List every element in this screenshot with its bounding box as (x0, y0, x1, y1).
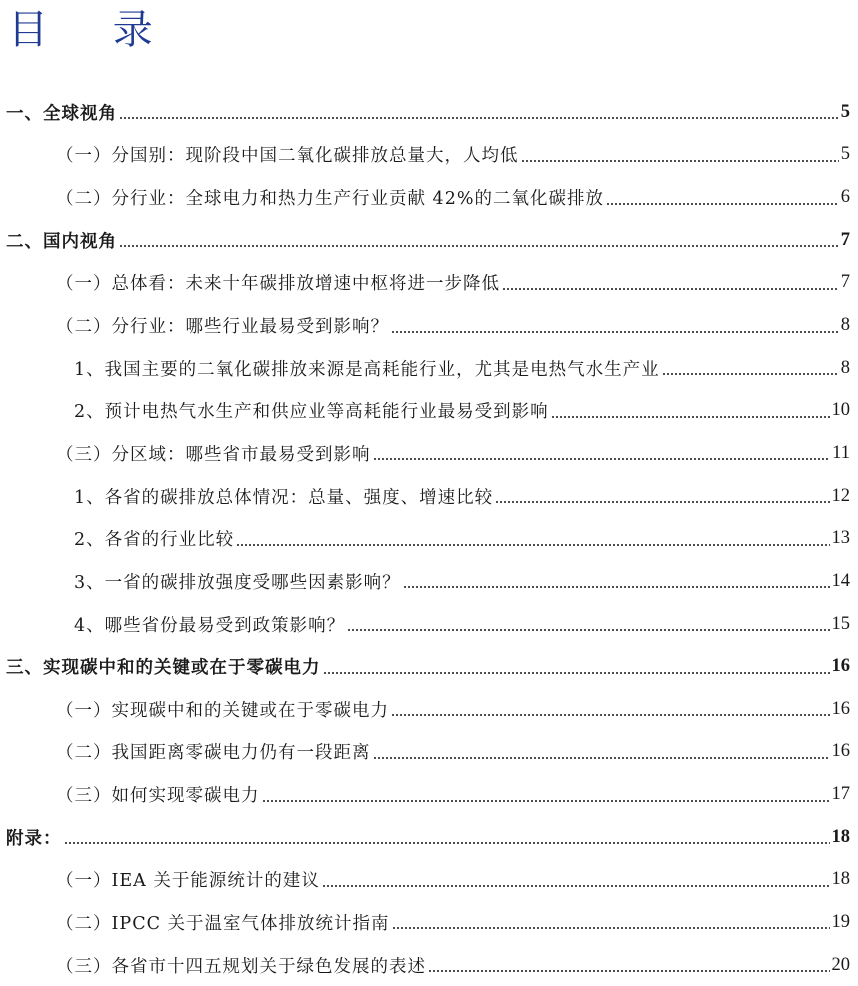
dot-leader (373, 454, 831, 464)
toc-page-number: 14 (831, 570, 850, 591)
toc-entry-label: 附录： (6, 828, 62, 849)
dot-leader (236, 540, 829, 550)
dot-leader (323, 668, 830, 678)
toc-entry-label: （一）IEA 关于能源统计的建议 (56, 871, 320, 892)
toc-entry-label: 1、各省的碳排放总体情况：总量、强度、增速比较 (74, 487, 494, 508)
dot-leader (391, 327, 839, 337)
toc-page-number: 19 (831, 911, 850, 932)
dot-leader (391, 710, 830, 720)
dot-leader (119, 241, 839, 251)
toc-entry-label: （二）分行业：哪些行业最易受到影响？ (56, 317, 389, 338)
toc-page-number: 16 (831, 741, 850, 762)
toc-entry-appendix-2[interactable] (0, 901, 858, 944)
dot-leader (606, 199, 839, 209)
toc-page-number: 12 (831, 485, 850, 506)
toc-entry-2-2-1[interactable] (0, 347, 858, 390)
dot-leader (392, 923, 830, 933)
toc-entry-label: （一）分国别：现阶段中国二氧化碳排放总量大，人均低 (56, 146, 519, 167)
toc-entry-label: （一）总体看：未来十年碳排放增速中枢将进一步降低 (56, 274, 500, 295)
toc-entry-2-3-2[interactable] (0, 517, 858, 560)
toc-entry-label: （二）我国距离零碳电力仍有一段距离 (56, 743, 371, 764)
toc-entry-label: 3、一省的碳排放强度受哪些因素影响？ (74, 572, 401, 593)
dot-leader (119, 113, 839, 123)
toc-entry-label: 4、哪些省份最易受到政策影响？ (74, 615, 346, 636)
toc-entry-label: （三）如何实现零碳电力 (56, 786, 260, 807)
toc-page-number: 6 (840, 187, 850, 208)
toc-entry-2-3[interactable] (0, 432, 858, 475)
toc-entry-3-3[interactable] (0, 773, 858, 816)
toc-page-number: 8 (840, 315, 850, 336)
toc-page-number: 20 (831, 954, 850, 975)
toc-page-number: 16 (831, 698, 850, 719)
toc-entry-2-2-2[interactable] (0, 389, 858, 432)
toc-entry-2-3-1[interactable] (0, 475, 858, 518)
toc-entry-label: （一）实现碳中和的关键或在于零碳电力 (56, 700, 389, 721)
toc-entry-1-2[interactable] (0, 176, 858, 219)
toc-page-number: 7 (840, 272, 850, 293)
toc-page-number: 11 (832, 442, 850, 463)
toc-page-number: 5 (840, 101, 850, 122)
dot-leader (322, 881, 830, 891)
dot-leader (262, 796, 830, 806)
toc-entry-label: （二）分行业：全球电力和热力生产行业贡献 42%的二氧化碳排放 (56, 189, 604, 210)
toc-entry-label: （三）各省市十四五规划关于绿色发展的表述 (56, 956, 426, 977)
toc-entry-label: 一、全球视角 (6, 103, 117, 124)
toc-entry-2-3-4[interactable] (0, 603, 858, 646)
toc-entry-appendix-1[interactable] (0, 859, 858, 902)
toc-page-number: 16 (831, 656, 850, 677)
toc-entry-1-1[interactable] (0, 134, 858, 177)
dot-leader (551, 412, 830, 422)
page-title: 目 录 (8, 7, 179, 53)
toc-entry-label: 1、我国主要的二氧化碳排放来源是高耗能行业，尤其是电热气水生产业 (74, 359, 660, 380)
dot-leader (64, 838, 830, 848)
toc-entry-label: （二）IPCC 关于温室气体排放统计指南 (56, 913, 390, 934)
toc-entry-label: 三、实现碳中和的关键或在于零碳电力 (6, 658, 321, 679)
table-of-contents (0, 91, 858, 986)
toc-entry-section-3[interactable] (0, 645, 858, 688)
toc-entry-2-3-3[interactable] (0, 560, 858, 603)
toc-page-number: 7 (840, 229, 850, 250)
dot-leader (521, 156, 839, 166)
toc-entry-3-2[interactable] (0, 731, 858, 774)
toc-entry-3-1[interactable] (0, 688, 858, 731)
toc-entry-2-1[interactable] (0, 262, 858, 305)
toc-entry-label: 2、预计电热气水生产和供应业等高耗能行业最易受到影响 (74, 402, 549, 423)
toc-page-number: 13 (831, 528, 850, 549)
toc-entry-section-2[interactable] (0, 219, 858, 262)
toc-entry-2-2[interactable] (0, 304, 858, 347)
toc-entry-label: （三）分区域：哪些省市最易受到影响 (56, 444, 371, 465)
toc-entry-label: 2、各省的行业比较 (74, 530, 235, 551)
toc-page-number: 10 (831, 400, 850, 421)
toc-page-number: 18 (831, 869, 850, 890)
toc-entry-appendix[interactable] (0, 816, 858, 859)
toc-entry-appendix-3[interactable] (0, 944, 858, 986)
dot-leader (502, 284, 839, 294)
dot-leader (347, 625, 829, 635)
dot-leader (373, 753, 830, 763)
toc-page-number: 15 (831, 613, 850, 634)
toc-entry-label: 二、国内视角 (6, 231, 117, 252)
toc-page-number: 5 (840, 144, 850, 165)
toc-page-number: 17 (831, 784, 850, 805)
dot-leader (403, 582, 830, 592)
dot-leader (662, 369, 839, 379)
dot-leader (495, 497, 829, 507)
dot-leader (428, 966, 830, 976)
toc-entry-section-1[interactable] (0, 91, 858, 134)
toc-page-number: 8 (840, 357, 850, 378)
toc-page-number: 18 (831, 826, 850, 847)
